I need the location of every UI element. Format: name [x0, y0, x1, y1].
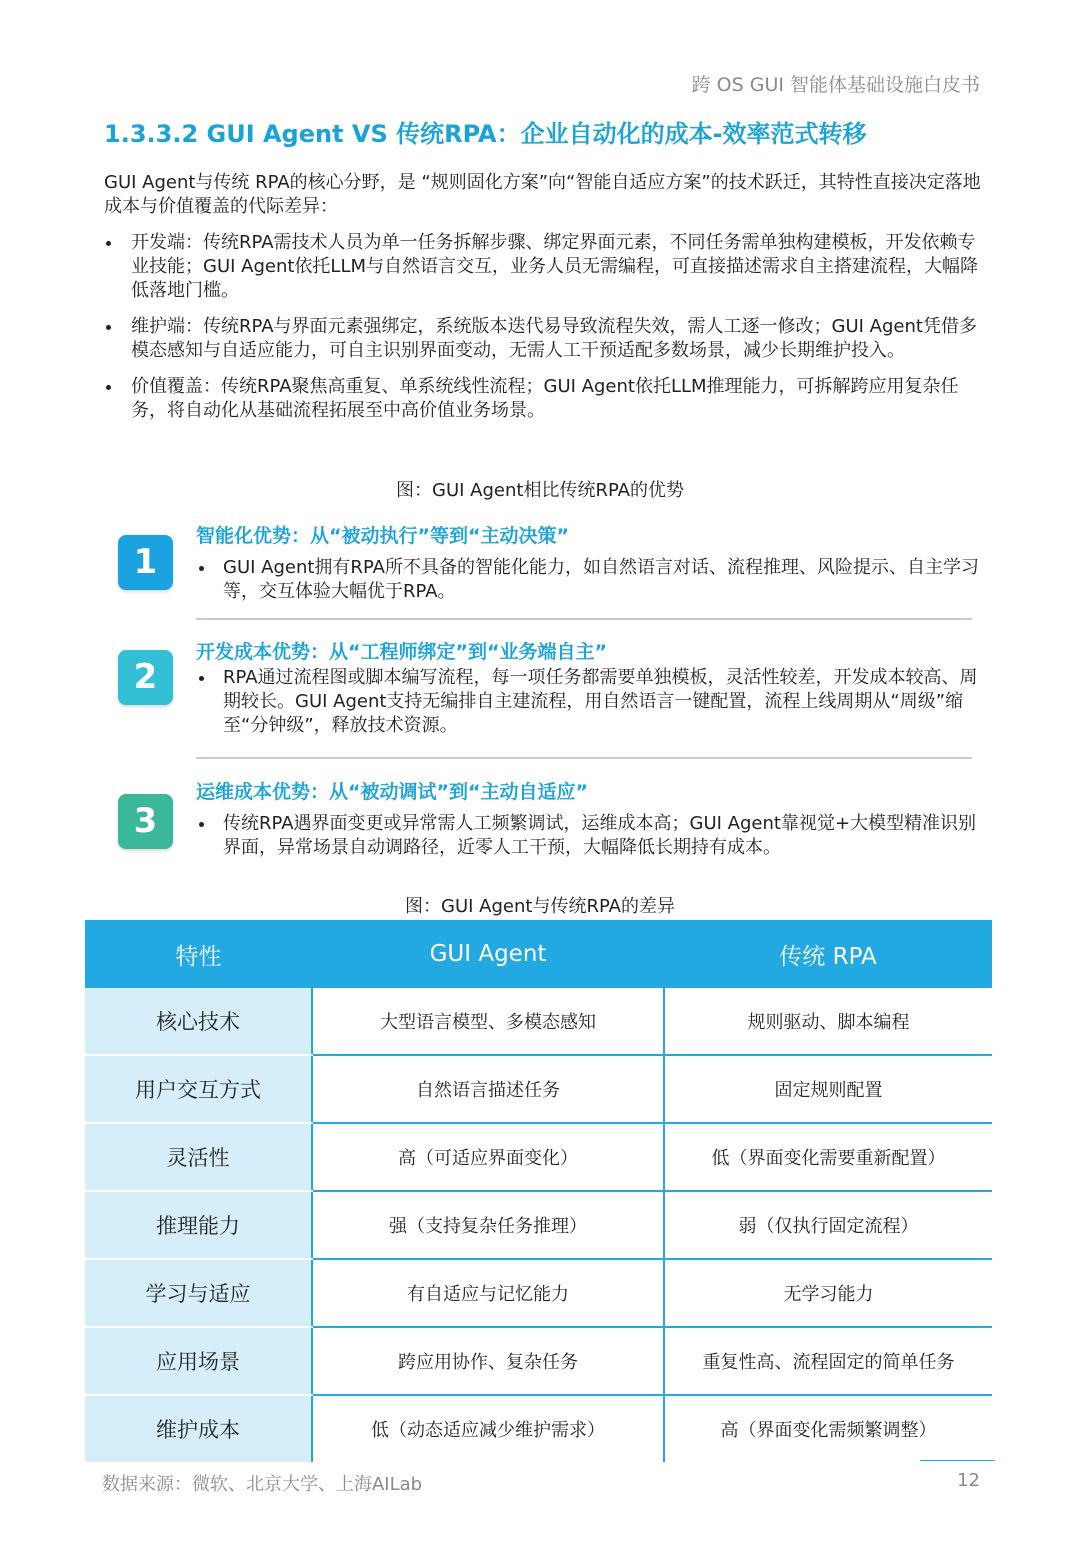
rpa-cell: 弱（仅执行固定流程）: [664, 1191, 992, 1259]
data-source: 数据来源：微软、北京大学、上海AILab: [102, 1474, 423, 1495]
feature-cell: 核心技术: [85, 988, 312, 1055]
feature-cell: 推理能力: [85, 1191, 312, 1259]
figure-caption: 图：GUI Agent与传统RPA的差异: [405, 896, 675, 917]
feature-cell: 用户交互方式: [85, 1055, 312, 1123]
comparison-table: [85, 920, 992, 1462]
rpa-cell: 高（界面变化需频繁调整）: [720, 1420, 937, 1441]
table-row: [85, 1259, 992, 1327]
gui-agent-cell: 跨应用协作、复杂任务: [312, 1327, 664, 1395]
rpa-cell: 固定规则配置: [664, 1055, 992, 1123]
figure-caption: 图：GUI Agent相比传统RPA的优势: [396, 480, 684, 501]
section-heading: 1.3.3.2 GUI Agent VS 传统RPA：企业自动化的成本-效率范式转移: [104, 120, 867, 148]
feature-cell: 应用场景: [85, 1327, 312, 1395]
table-header-row: [85, 920, 992, 988]
rpa-cell: 规则驱动、脚本编程: [664, 988, 992, 1055]
advantage-item: [118, 521, 988, 621]
advantage-text: GUI Agent拥有RPA所不具备的智能化能力，如自然语言对话、流程推理、风险提示、自主学习等，交互体验大幅优于RPA。: [196, 556, 982, 604]
page-number: 12: [957, 1470, 980, 1491]
gui-agent-cell: 有自适应与记忆能力: [312, 1259, 664, 1327]
gui-agent-cell: 低（动态适应减少维护需求）: [312, 1395, 664, 1462]
bullet-item: 维护端：传统RPA与界面元素强绑定，系统版本迭代易导致流程失效，需人工逐一修改；GUI Agent凭借多模态感知与自适应能力，可自主识别界面变动，无需人工干预适配多数场景，减少长期维护投入。: [104, 315, 984, 363]
advantage-text: RPA通过流程图或脚本编写流程，每一项任务都需要单独模板，灵活性较差，开发成本较高、周期较长。GUI Agent支持无编排自主建流程，用自然语言一键配置，流程上线周期从“周级”缩至“分钟级”，释放技术资源。: [196, 666, 982, 738]
rpa-cell: 重复性高、流程固定的简单任务: [664, 1327, 992, 1395]
table-row: [85, 988, 992, 1055]
advantage-title: 开发成本优势：从“工程师绑定”到“业务端自主”: [196, 641, 607, 663]
rpa-cell: 低（界面变化需要重新配置）: [664, 1123, 992, 1191]
table-row: [85, 1123, 992, 1191]
table-row: [85, 1395, 992, 1462]
page-number-rule: [920, 1460, 995, 1461]
bullet-list: [104, 231, 984, 435]
advantage-item: [118, 637, 988, 762]
bullet-item: 开发端：传统RPA需技术人员为单一任务拆解步骤、绑定界面元素，不同任务需单独构建模板，开发依赖专业技能；GUI Agent依托LLM与自然语言交互，业务人员无需编程，可直接描述需求自主搭建流程，大幅降低落地门槛。: [104, 231, 984, 303]
column-header: 传统 RPA: [664, 920, 992, 988]
advantage-text: 传统RPA遇界面变更或异常需人工频繁调试，运维成本高；GUI Agent靠视觉+大模型精准识别界面，异常场景自动调路径，近零人工干预，大幅降低长期持有成本。: [196, 812, 982, 860]
advantage-title: 智能化优势：从“被动执行”等到“主动决策”: [196, 525, 569, 547]
number-badge: 3: [118, 794, 173, 849]
rpa-cell: 无学习能力: [664, 1259, 992, 1327]
gui-agent-cell: 大型语言模型、多模态感知: [312, 988, 664, 1055]
column-header: GUI Agent: [312, 920, 664, 988]
number-badge: 1: [118, 535, 173, 590]
gui-agent-cell: 自然语言描述任务: [312, 1055, 664, 1123]
column-header: 特性: [85, 920, 312, 988]
divider: [196, 757, 972, 759]
number-badge: 2: [118, 650, 173, 705]
feature-cell: 维护成本: [85, 1395, 312, 1462]
table-row: [85, 1191, 992, 1259]
gui-agent-cell: 强（支持复杂任务推理）: [312, 1191, 664, 1259]
advantage-item: [118, 777, 988, 867]
feature-cell: 学习与适应: [85, 1259, 312, 1327]
bullet-item: 价值覆盖：传统RPA聚焦高重复、单系统线性流程；GUI Agent依托LLM推理能力，可拆解跨应用复杂任务，将自动化从基础流程拓展至中高价值业务场景。: [104, 375, 984, 423]
advantage-title: 运维成本优势：从“被动调试”到“主动自适应”: [196, 781, 588, 803]
table-row: [85, 1055, 992, 1123]
divider: [196, 618, 972, 620]
table-row: [85, 1327, 992, 1395]
feature-cell: 灵活性: [85, 1123, 312, 1191]
gui-agent-cell: 高（可适应界面变化）: [312, 1123, 664, 1191]
document-header-title: 跨 OS GUI 智能体基础设施白皮书: [691, 74, 980, 96]
intro-paragraph: GUI Agent与传统 RPA的核心分野，是 “规则固化方案”向“智能自适应方案”的技术跃迁，其特性直接决定落地成本与价值覆盖的代际差异：: [104, 172, 981, 217]
